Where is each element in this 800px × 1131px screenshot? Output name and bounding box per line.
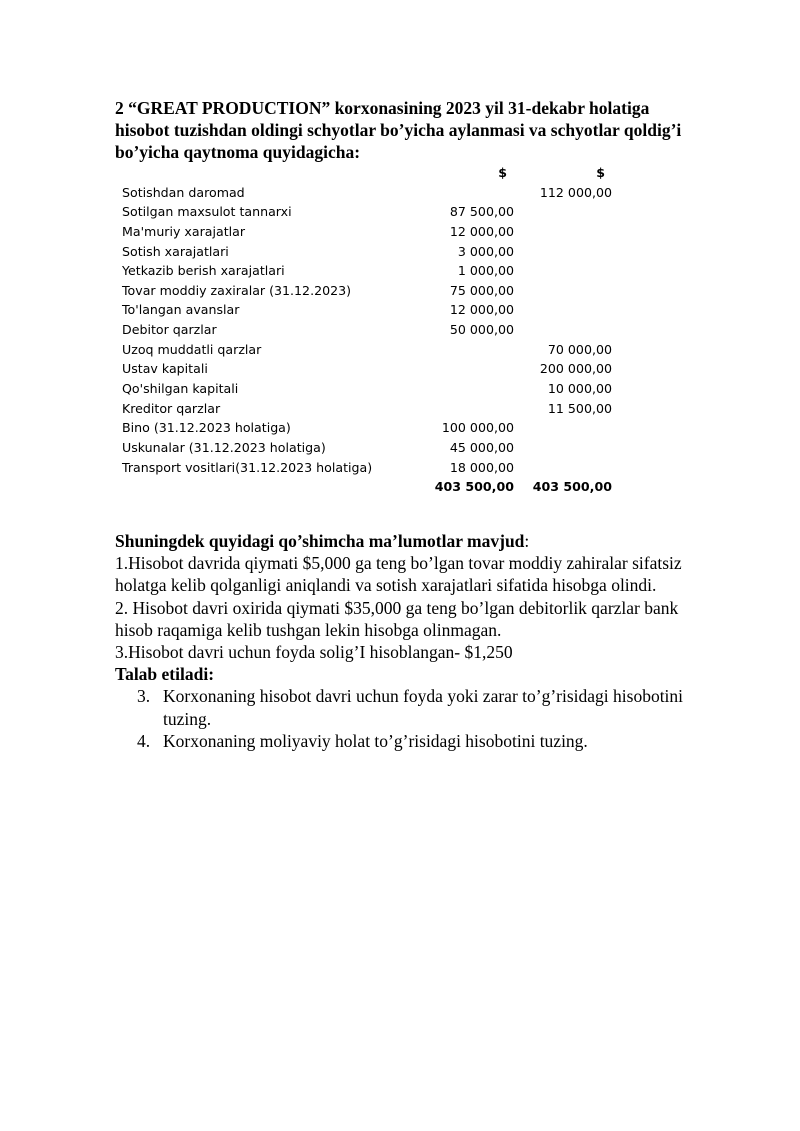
trial-balance-table <box>122 163 622 497</box>
account-name: Tovar moddiy zaxiralar (31.12.2023) <box>122 282 352 298</box>
table-header-row <box>122 163 622 183</box>
account-name: Sotilgan maxsulot tannarxi <box>122 204 292 220</box>
debit-amount: 75 000,00 <box>449 282 514 298</box>
table-row <box>122 202 622 222</box>
account-name: Bino (31.12.2023 holatiga) <box>122 420 291 436</box>
table-total-row <box>122 477 622 497</box>
debit-amount: 100 000,00 <box>441 420 514 436</box>
account-name: Sotishdan daromad <box>122 184 245 200</box>
credit-amount: 200 000,00 <box>539 361 612 377</box>
table-row <box>122 340 622 360</box>
credit-currency-header: $ <box>596 165 605 180</box>
credit-amount: 11 500,00 <box>547 400 612 416</box>
requirements-heading: Talab etiladi: <box>115 664 215 685</box>
account-name: Yetkazib berish xarajatlari <box>122 263 285 279</box>
note-1-line-2: holatga kelib qolganligi aniqlandi va sotish xarajatlari sifatida hisobga olindi. <box>115 575 657 596</box>
account-name: To'langan avanslar <box>122 302 240 318</box>
account-name: Sotish xarajatlari <box>122 243 229 259</box>
account-name: Uzoq muddatli qarzlar <box>122 341 262 357</box>
note-2-line-2: hisob raqamiga kelib tushgan lekin hisobga olinmagan. <box>115 619 502 640</box>
note-1-line-1: 1.Hisobot davrida qiymati $5,000 ga teng bo’lgan tovar moddiy zahiralar sifatsiz <box>115 553 682 574</box>
table-body <box>122 183 622 478</box>
task-3-line-1: Korxonaning hisobot davri uchun foyda yoki zarar to’g’risidagi hisobotini <box>163 686 684 707</box>
task-4-item <box>115 730 755 752</box>
task-3-line-2: tuzing. <box>163 708 212 729</box>
additional-info-section <box>115 530 755 752</box>
heading-line-1: 2 “GREAT PRODUCTION” korxonasining 2023 yil 31-dekabr holatiga <box>115 98 650 118</box>
table-row <box>122 281 622 301</box>
heading-line-3: bo’yicha qaytnoma quyidagicha: <box>115 142 361 162</box>
table-row <box>122 359 622 379</box>
table-row <box>122 222 622 242</box>
debit-amount: 12 000,00 <box>449 302 514 318</box>
account-name: Ma'muriy xarajatlar <box>122 223 246 239</box>
debit-amount: 87 500,00 <box>449 204 514 220</box>
debit-amount: 50 000,00 <box>449 322 514 338</box>
table-row <box>122 261 622 281</box>
task-3-item <box>115 685 755 729</box>
intro-bold-text: Shuningdek quyidagi qo’shimcha ma’lumotlar mavjud <box>115 531 525 551</box>
table-row <box>122 183 622 203</box>
account-name: Kreditor qarzlar <box>122 400 221 416</box>
problem-heading <box>115 97 755 163</box>
debit-amount: 12 000,00 <box>449 223 514 239</box>
account-name: Ustav kapitali <box>122 361 208 377</box>
table-row <box>122 399 622 419</box>
account-name: Uskunalar (31.12.2023 holatiga) <box>122 439 326 455</box>
table-row <box>122 300 622 320</box>
credit-amount: 70 000,00 <box>547 341 612 357</box>
additional-info-intro <box>115 530 755 552</box>
table-row <box>122 458 622 478</box>
heading-line-2: hisobot tuzishdan oldingi schyotlar bo’yicha aylanmasi va schyotlar qoldig’i <box>115 120 682 140</box>
account-name: Qo'shilgan kapitali <box>122 381 239 397</box>
intro-colon: : <box>524 531 530 551</box>
note-3: 3.Hisobot davri uchun foyda solig’I hisoblangan- $1,250 <box>115 642 513 663</box>
account-name: Debitor qarzlar <box>122 322 217 338</box>
table-row <box>122 438 622 458</box>
note-2-line-1: 2. Hisobot davri oxirida qiymati $35,000 ga teng bo’lgan debitorlik qarzlar bank <box>115 597 679 618</box>
debit-currency-header: $ <box>498 165 507 180</box>
task-3-number: 3. <box>137 686 151 707</box>
credit-amount: 10 000,00 <box>547 381 612 397</box>
debit-amount: 3 000,00 <box>457 243 514 259</box>
account-name: Transport vositlari(31.12.2023 holatiga) <box>122 459 373 475</box>
credit-total: 403 500,00 <box>532 479 612 495</box>
debit-amount: 18 000,00 <box>449 459 514 475</box>
debit-amount: 1 000,00 <box>457 263 514 279</box>
table-row <box>122 320 622 340</box>
table-row <box>122 379 622 399</box>
table-row <box>122 242 622 262</box>
debit-total: 403 500,00 <box>434 479 514 495</box>
credit-amount: 112 000,00 <box>539 184 612 200</box>
task-4-line-1: Korxonaning moliyaviy holat to’g’risidagi hisobotini tuzing. <box>163 730 588 751</box>
task-4-number: 4. <box>137 730 151 751</box>
table-row <box>122 418 622 438</box>
debit-amount: 45 000,00 <box>449 439 514 455</box>
